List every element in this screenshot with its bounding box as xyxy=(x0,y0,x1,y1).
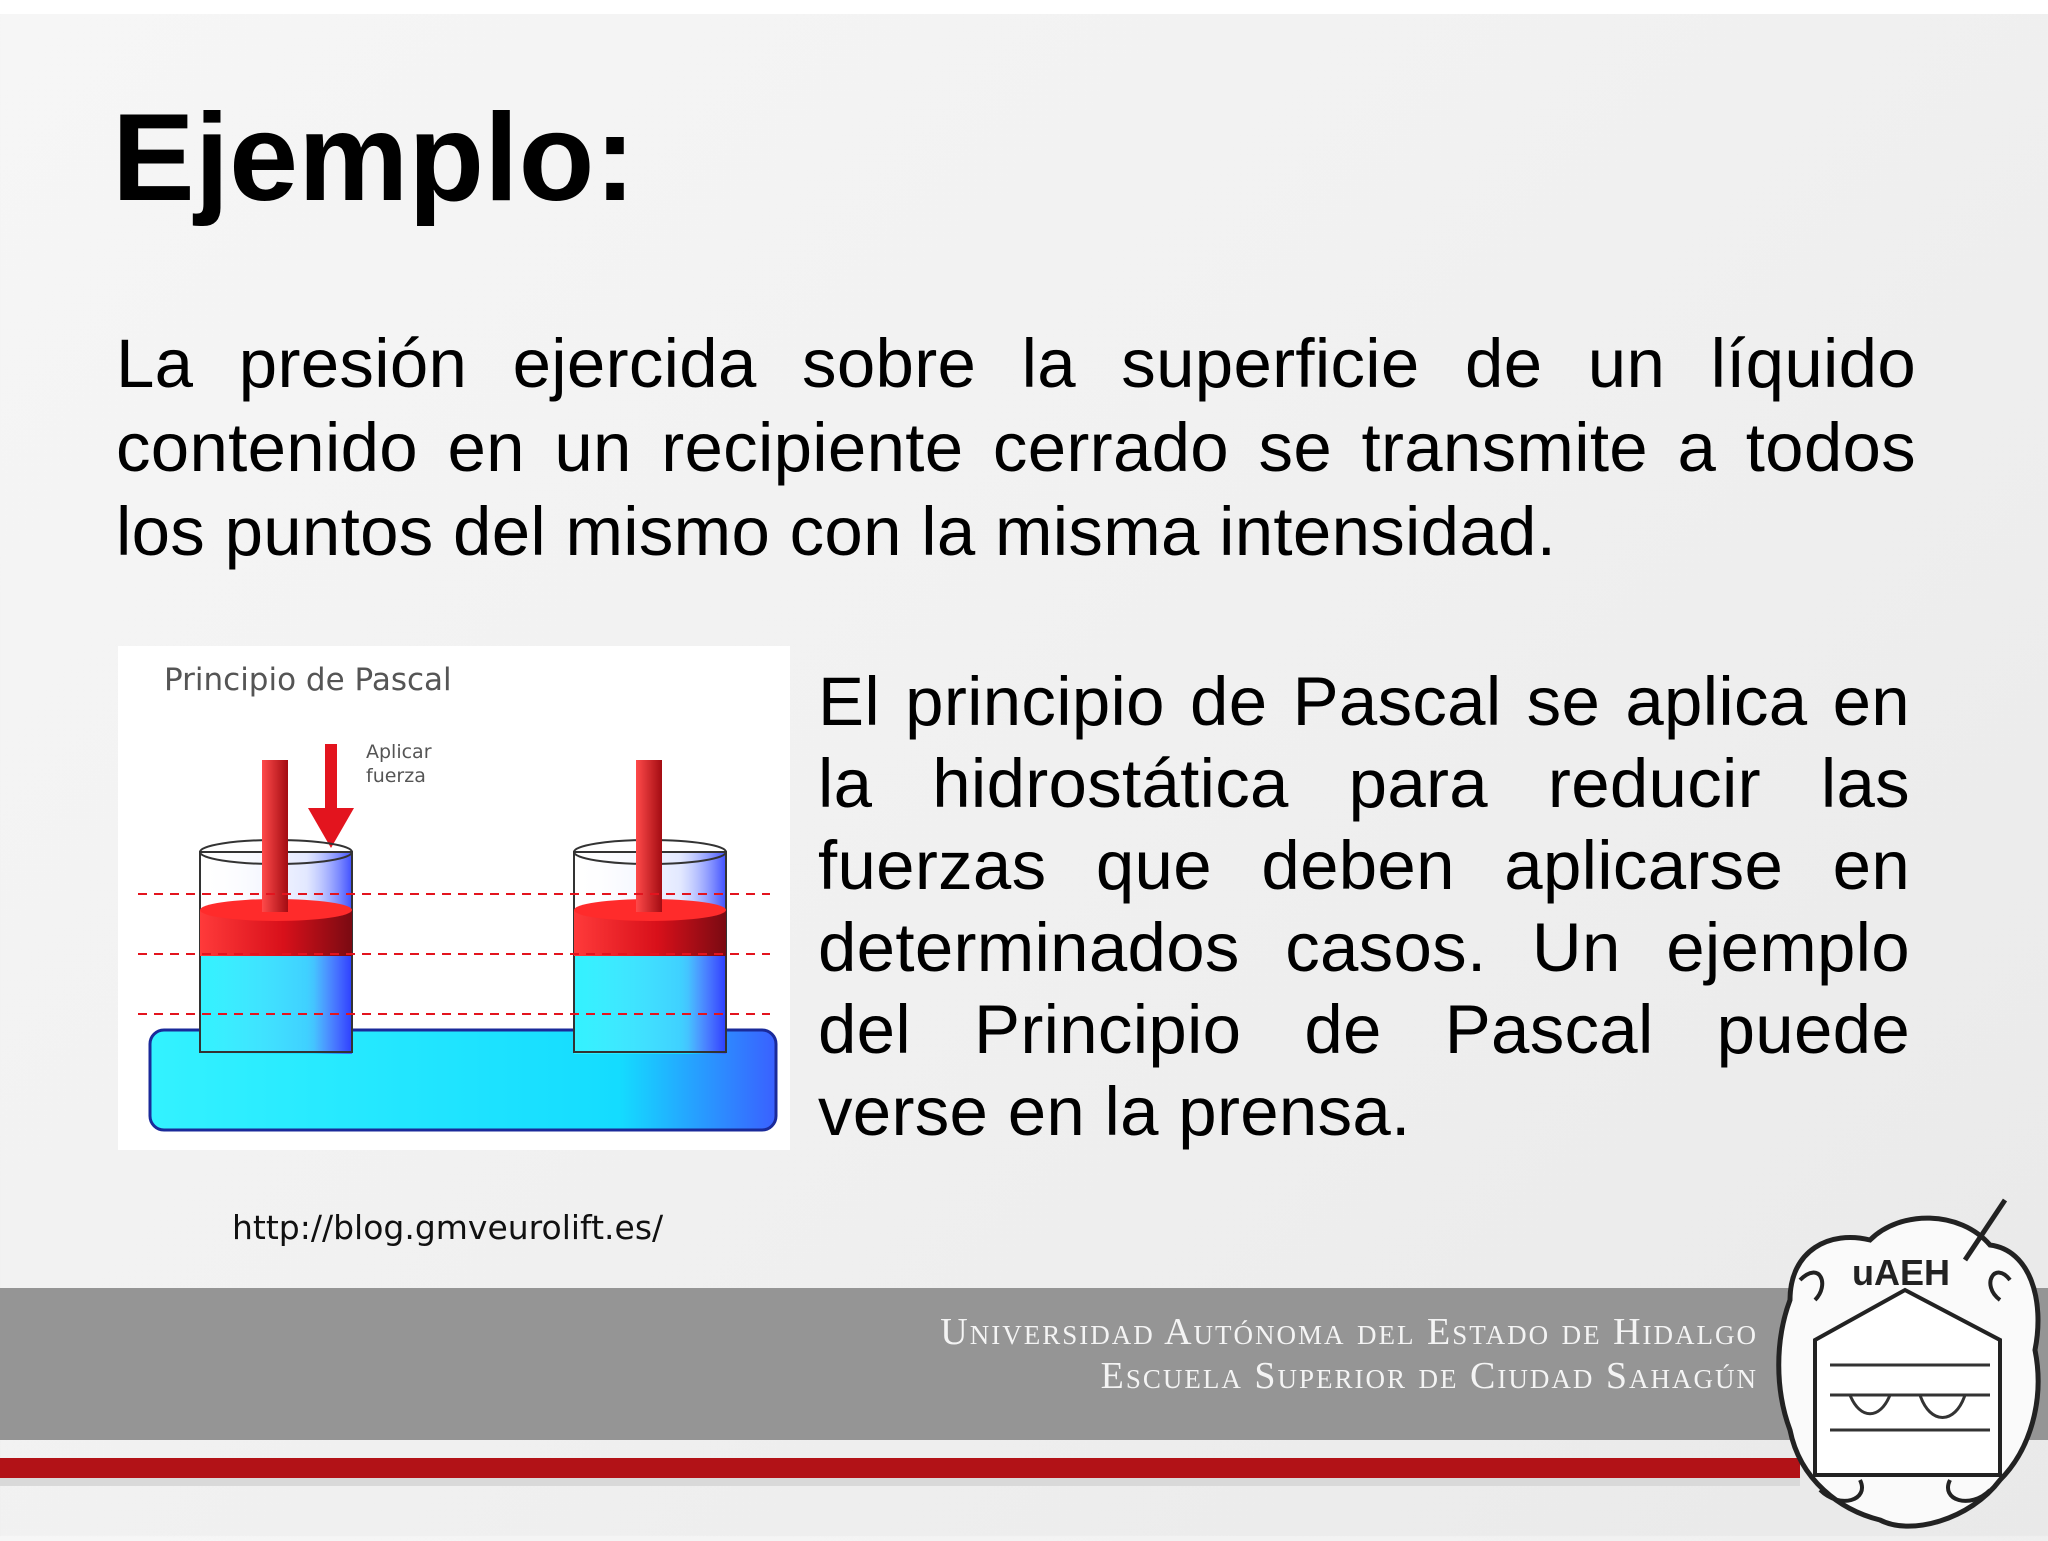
diagram-title: Principio de Pascal xyxy=(164,662,452,698)
top-edge xyxy=(0,0,2048,14)
pascal-diagram xyxy=(118,646,790,1150)
crest-logo-text: uAEH xyxy=(1852,1252,1950,1293)
apply-force-label: fuerza xyxy=(366,765,426,787)
apply-force-label: Aplicar xyxy=(366,741,432,763)
stripe-shadow xyxy=(0,1478,1800,1486)
source-url: http://blog.gmveurolift.es/ xyxy=(232,1208,664,1247)
footer-institution xyxy=(940,1310,1758,1398)
slide-title: Ejemplo: xyxy=(112,89,636,227)
university-name: Universidad Autónoma del Estado de Hidalgo xyxy=(940,1311,1758,1353)
school-name: Escuela Superior de Ciudad Sahagún xyxy=(1100,1355,1758,1397)
intro-paragraph: La presión ejercida sobre la superficie de un líquido contenido en un recipiente cerrado se transmite a todos los puntos del mismo con la misma intensidad. xyxy=(116,325,1916,570)
red-stripe xyxy=(0,1458,1800,1478)
down-arrow-icon xyxy=(308,744,354,848)
university-crest-icon xyxy=(1760,1190,2048,1536)
right-cylinder xyxy=(574,760,726,1054)
pascal-explanation: El principio de Pascal se aplica en la hidrostática para reducir las fuerzas que deben aplicarse en determinados casos. Un ejemplo del Principio de Pascal puede verse en la prensa. xyxy=(818,663,1910,1150)
